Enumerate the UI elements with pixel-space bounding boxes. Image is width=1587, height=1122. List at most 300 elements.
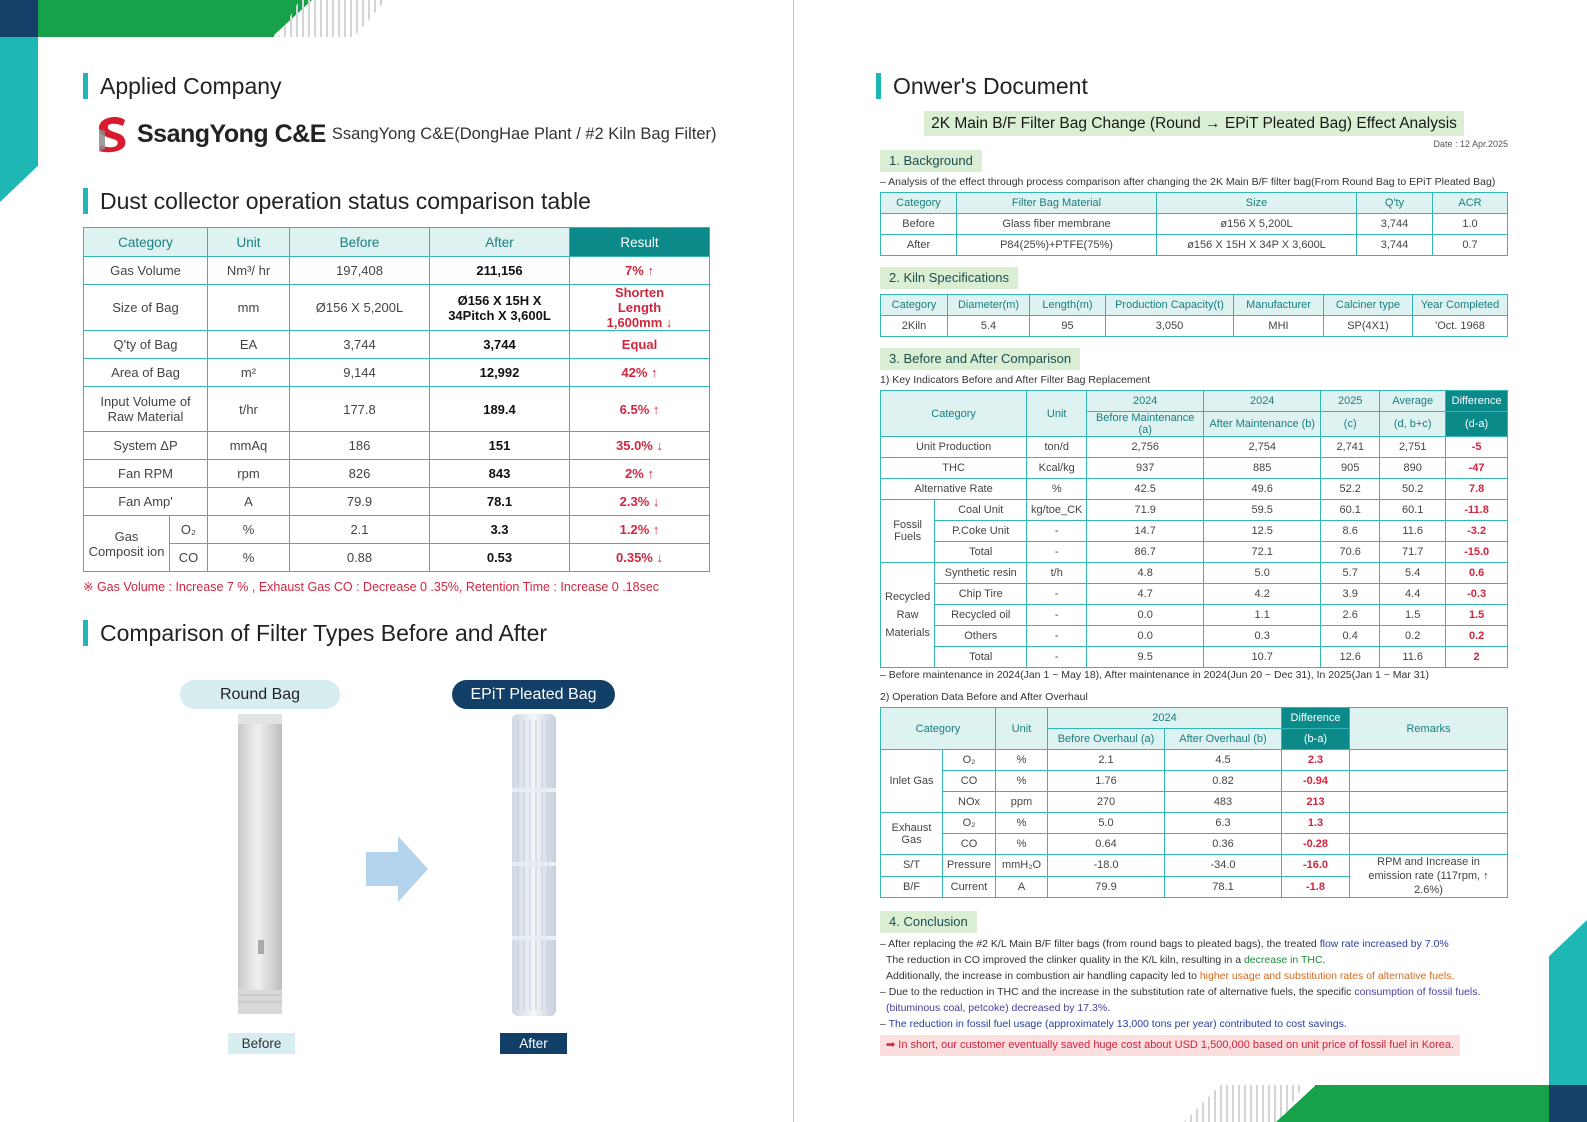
- cell-category: Size of Bag: [84, 285, 208, 331]
- cell-result: 2% ↑: [570, 460, 710, 488]
- cell: ø156 X 15H X 34P X 3,600L: [1157, 235, 1357, 256]
- section-comparison-title: 3. Before and After Comparison: [880, 348, 1080, 370]
- arrow-icon: [366, 836, 428, 902]
- right-teal-strip: [1549, 920, 1587, 1085]
- cell: 8.6: [1321, 521, 1380, 542]
- section-background-title: 1. Background: [880, 150, 982, 172]
- header-material: Filter Bag Material: [957, 193, 1157, 214]
- cell: -: [1027, 605, 1087, 626]
- cell-before: Ø156 X 5,200L: [290, 285, 430, 331]
- conclusion-highlight: higher usage and substitution rates of alternative fuels.: [1199, 970, 1455, 982]
- table-row: [84, 516, 710, 544]
- cell-unit: rpm: [208, 460, 290, 488]
- cell-after: 78.1: [430, 488, 570, 516]
- cell: 6.3: [1165, 813, 1282, 834]
- header-length: Length(m): [1030, 295, 1106, 316]
- cell: 5.0: [1204, 563, 1321, 584]
- cell-difference: -0.28: [1282, 834, 1350, 855]
- cell-unit: mmAq: [208, 432, 290, 460]
- header-after-overhaul: After Overhaul (b): [1165, 729, 1282, 750]
- table-row: [84, 544, 710, 572]
- cell: SP(4X1): [1324, 316, 1413, 337]
- cell: 4.2: [1204, 584, 1321, 605]
- header-capacity: Production Capacity(t): [1106, 295, 1234, 316]
- cell: 49.6: [1204, 479, 1321, 500]
- cell: Total: [935, 542, 1027, 563]
- company-logo: [95, 115, 717, 153]
- page-divider: [793, 0, 794, 1122]
- cell-difference: 2.3: [1282, 750, 1350, 771]
- corner-green-band: [38, 0, 274, 37]
- cell: 1.5: [1380, 605, 1446, 626]
- table-row: [84, 460, 710, 488]
- cell: 905: [1321, 458, 1380, 479]
- cell: 59.5: [1204, 500, 1321, 521]
- cell: -: [1027, 542, 1087, 563]
- owner-document-title: Onwer's Document: [876, 73, 1088, 99]
- header-category: Category: [881, 391, 1027, 437]
- cell: -: [1027, 521, 1087, 542]
- cell-before: 177.8: [290, 387, 430, 432]
- cell: Chip Tire: [935, 584, 1027, 605]
- conclusion-text-span: Additionally, the increase in combustion air handling capacity led to: [886, 970, 1200, 982]
- cell-difference: -15.0: [1446, 542, 1508, 563]
- header-qty: Q'ty: [1357, 193, 1433, 214]
- operation-data-table: [880, 707, 1508, 898]
- cell-remark: [1350, 750, 1508, 771]
- cell: 0.3: [1204, 626, 1321, 647]
- cell-exhaust-group: Exhaust Gas: [881, 813, 943, 855]
- header-size: Size: [1157, 193, 1357, 214]
- header-category: Category: [881, 708, 996, 750]
- header-unit: Unit: [996, 708, 1048, 750]
- cell-before: 0.88: [290, 544, 430, 572]
- cell: -: [1027, 647, 1087, 668]
- header-difference-label: (b-a): [1282, 729, 1350, 750]
- cell-after: 3.3: [430, 516, 570, 544]
- table-row: [881, 584, 1508, 605]
- cell: 70.6: [1321, 542, 1380, 563]
- cell: 71.9: [1087, 500, 1204, 521]
- cell-before: 826: [290, 460, 430, 488]
- cell-fossil-group: Fossil Fuels: [881, 500, 935, 563]
- table-row: [84, 257, 710, 285]
- cell: %: [996, 771, 1048, 792]
- cell-sub: CO: [170, 544, 208, 572]
- header-b-year: 2024: [1204, 391, 1321, 412]
- cell-category: Input Volume of Raw Material: [84, 387, 208, 432]
- conclusion-line: [880, 984, 1520, 1000]
- conclusion-line: [880, 968, 1520, 984]
- conclusion-text-span: –: [880, 1018, 889, 1030]
- header-difference: Difference: [1282, 708, 1350, 729]
- conclusion-text-span: – Due to the reduction in THC and the increase in the substitution rate of alternative fuels, the specific: [880, 986, 1355, 998]
- cell: 4.8: [1087, 563, 1204, 584]
- table-row: [881, 214, 1508, 235]
- ssangyong-logo-icon: [95, 115, 131, 153]
- cell-difference: -47: [1446, 458, 1508, 479]
- cell-difference: 1.5: [1446, 605, 1508, 626]
- cell-difference: 213: [1282, 792, 1350, 813]
- header-before: Before: [290, 228, 430, 257]
- cell-before: 79.9: [290, 488, 430, 516]
- cell-after: 189.4: [430, 387, 570, 432]
- company-logo-text: SsangYong C&E: [137, 119, 326, 148]
- cell: 11.6: [1380, 647, 1446, 668]
- header-c-label: (c): [1321, 412, 1380, 437]
- cell: 2,741: [1321, 437, 1380, 458]
- header-year: Year Completed: [1413, 295, 1508, 316]
- cell: S/T: [881, 855, 943, 877]
- cell-before: 186: [290, 432, 430, 460]
- cell-result: Shorten Length 1,600mm ↓: [570, 285, 710, 331]
- cell: 2.1: [1048, 750, 1165, 771]
- cell: -34.0: [1165, 855, 1282, 877]
- conclusion-text-span: The reduction in CO improved the clinker quality in the K/L kiln, resulting in a: [886, 954, 1244, 966]
- cell: Kcal/kg: [1027, 458, 1087, 479]
- cell: 60.1: [1380, 500, 1446, 521]
- background-table: [880, 192, 1508, 256]
- cell: -: [1027, 584, 1087, 605]
- table-row: [881, 750, 1508, 771]
- cell-difference: -3.2: [1446, 521, 1508, 542]
- cell-remark: [1350, 792, 1508, 813]
- cell: A: [996, 876, 1048, 898]
- table-row: [881, 834, 1508, 855]
- header-c-year: 2025: [1321, 391, 1380, 412]
- cell-unit: EA: [208, 331, 290, 359]
- header-after: After: [430, 228, 570, 257]
- left-teal-strip: [0, 37, 38, 202]
- cell: 4.4: [1380, 584, 1446, 605]
- cell: 2Kiln: [881, 316, 948, 337]
- cell: Others: [935, 626, 1027, 647]
- table-row: [84, 488, 710, 516]
- cell-remark: [1350, 813, 1508, 834]
- cell: CO: [943, 834, 996, 855]
- conclusion-line: [880, 952, 1520, 968]
- cell-result: 2.3% ↓: [570, 488, 710, 516]
- after-tag: After: [500, 1033, 567, 1054]
- cell: 12.6: [1321, 647, 1380, 668]
- cell-category: Area of Bag: [84, 359, 208, 387]
- table-row: [84, 285, 710, 331]
- cell: 937: [1087, 458, 1204, 479]
- header-unit: Unit: [1027, 391, 1087, 437]
- header-calciner: Calciner type: [1324, 295, 1413, 316]
- cell: kg/toe_CK: [1027, 500, 1087, 521]
- cell-difference: -0.94: [1282, 771, 1350, 792]
- cell-result: 0.35% ↓: [570, 544, 710, 572]
- cell: 0.2: [1380, 626, 1446, 647]
- cell-before: 2.1: [290, 516, 430, 544]
- cell: 72.1: [1204, 542, 1321, 563]
- document-date: Date : 12 Apr.2025: [1433, 139, 1508, 149]
- cell: 1.1: [1204, 605, 1321, 626]
- cell-remark: [1350, 771, 1508, 792]
- cell: O₂: [943, 813, 996, 834]
- cell: 86.7: [1087, 542, 1204, 563]
- cell-difference: 0.6: [1446, 563, 1508, 584]
- cell: 5.0: [1048, 813, 1165, 834]
- conclusion-line: [880, 936, 1520, 952]
- cell: 0.4: [1321, 626, 1380, 647]
- header-before-overhaul: Before Overhaul (a): [1048, 729, 1165, 750]
- cell: 0.7: [1433, 235, 1508, 256]
- cell: 3,744: [1357, 235, 1433, 256]
- cell: Unit Production: [881, 437, 1027, 458]
- cell-remark: RPM and Increase in emission rate (117rpm, ↑ 2.6%): [1350, 855, 1508, 898]
- conclusion-line: (bituminous coal, petcoke) decreased by 17.3%.: [886, 1002, 1111, 1014]
- filter-comparison-title: Comparison of Filter Types Before and After: [83, 620, 547, 646]
- cell-difference: -1.8: [1282, 876, 1350, 898]
- round-bag-label: Round Bag: [180, 680, 340, 709]
- table-row: [881, 458, 1508, 479]
- cell-remark: [1350, 834, 1508, 855]
- cell: 885: [1204, 458, 1321, 479]
- header-e-label: (d-a): [1446, 412, 1508, 437]
- header-remarks: Remarks: [1350, 708, 1508, 750]
- cell: %: [996, 834, 1048, 855]
- cell: 0.0: [1087, 626, 1204, 647]
- table-row: [881, 626, 1508, 647]
- cell: 78.1: [1165, 876, 1282, 898]
- cell: 2.6: [1321, 605, 1380, 626]
- cell: -18.0: [1048, 855, 1165, 877]
- cell: O₂: [943, 750, 996, 771]
- cell-after: 12,992: [430, 359, 570, 387]
- cell-result: 1.2% ↑: [570, 516, 710, 544]
- maintenance-period-note: – Before maintenance in 2024(Jan 1 ~ May 18), After maintenance in 2024(Jun 20 ~ Dec 31), In 2025(Jan 1 ~ Mar 31): [880, 669, 1429, 681]
- analysis-title: 2K Main B/F Filter Bag Change (Round → EPiT Pleated Bag) Effect Analysis: [924, 111, 1464, 136]
- section-kiln-title: 2. Kiln Specifications: [880, 267, 1018, 289]
- header-category: Category: [881, 193, 957, 214]
- cell: 0.0: [1087, 605, 1204, 626]
- round-bag-image: [235, 712, 285, 1024]
- table-row: [881, 542, 1508, 563]
- bottom-green-band: [1315, 1085, 1549, 1122]
- pleated-bag-image: [509, 712, 559, 1024]
- cell: 0.36: [1165, 834, 1282, 855]
- cell: 5.4: [948, 316, 1030, 337]
- cell: 483: [1165, 792, 1282, 813]
- cell: %: [996, 750, 1048, 771]
- cell: 3,050: [1106, 316, 1234, 337]
- table-row: [881, 647, 1508, 668]
- key-indicators-subtitle: 1) Key Indicators Before and After Filter Bag Replacement: [880, 374, 1151, 386]
- cell: 9.5: [1087, 647, 1204, 668]
- cell-recycled-group: Recycled Raw Materials: [881, 563, 935, 668]
- table-row: [881, 479, 1508, 500]
- cell: After: [881, 235, 957, 256]
- cell-after: 0.53: [430, 544, 570, 572]
- header-d-label: (d, b+c): [1380, 412, 1446, 437]
- header-manufacturer: Manufacturer: [1234, 295, 1324, 316]
- table-row: [84, 387, 710, 432]
- cell: 4.5: [1165, 750, 1282, 771]
- corner-navy-block: [0, 0, 38, 37]
- cell-category: Fan RPM: [84, 460, 208, 488]
- cell: 3.9: [1321, 584, 1380, 605]
- table-row: [84, 432, 710, 460]
- bottom-navy-block: [1549, 1085, 1587, 1122]
- cell: CO: [943, 771, 996, 792]
- table-row: [84, 359, 710, 387]
- cell: 42.5: [1087, 479, 1204, 500]
- cell-after: 151: [430, 432, 570, 460]
- cell: 2,754: [1204, 437, 1321, 458]
- cell-unit: Nm³/ hr: [208, 257, 290, 285]
- cell-result: 7% ↑: [570, 257, 710, 285]
- section-conclusion-title: 4. Conclusion: [880, 911, 977, 933]
- cell-result: 42% ↑: [570, 359, 710, 387]
- cell-gas-group: Gas Composit ion: [84, 516, 170, 572]
- cell-unit: t/hr: [208, 387, 290, 432]
- header-diameter: Diameter(m): [948, 295, 1030, 316]
- cell: 'Oct. 1968: [1413, 316, 1508, 337]
- cell: THC: [881, 458, 1027, 479]
- cell-result: Equal: [570, 331, 710, 359]
- table-row: [881, 605, 1508, 626]
- table-row: [881, 792, 1508, 813]
- cell: NOx: [943, 792, 996, 813]
- conclusion-text: [880, 936, 1520, 1032]
- cell-result: 35.0% ↓: [570, 432, 710, 460]
- cell: t/h: [1027, 563, 1087, 584]
- cell-after: 3,744: [430, 331, 570, 359]
- cell: Synthetic resin: [935, 563, 1027, 584]
- cell-difference: 2: [1446, 647, 1508, 668]
- cell: 2,751: [1380, 437, 1446, 458]
- operation-data-subtitle: 2) Operation Data Before and After Overhaul: [880, 691, 1088, 703]
- before-tag: Before: [228, 1033, 295, 1054]
- kiln-table: [880, 294, 1508, 337]
- cell-before: 197,408: [290, 257, 430, 285]
- cell-category: System ΔP: [84, 432, 208, 460]
- table-row: [881, 855, 1508, 877]
- header-d-average: Average: [1380, 391, 1446, 412]
- cell-category: Fan Amp': [84, 488, 208, 516]
- cell-difference: -0.3: [1446, 584, 1508, 605]
- table-row: [881, 500, 1508, 521]
- cell-difference: -11.8: [1446, 500, 1508, 521]
- cell: 0.82: [1165, 771, 1282, 792]
- table-row: [881, 813, 1508, 834]
- cell-unit: A: [208, 488, 290, 516]
- cell: 1.0: [1433, 214, 1508, 235]
- cell: 270: [1048, 792, 1165, 813]
- cell-category: Q'ty of Bag: [84, 331, 208, 359]
- cell: 5.4: [1380, 563, 1446, 584]
- cell: %: [996, 813, 1048, 834]
- cell-difference: 7.8: [1446, 479, 1508, 500]
- cell: Alternative Rate: [881, 479, 1027, 500]
- cell: Glass fiber membrane: [957, 214, 1157, 235]
- cell: MHI: [1234, 316, 1324, 337]
- cell: 2,756: [1087, 437, 1204, 458]
- cell: Pressure: [943, 855, 996, 877]
- cell-result: 6.5% ↑: [570, 387, 710, 432]
- cell-before: 3,744: [290, 331, 430, 359]
- cell: ø156 X 5,200L: [1157, 214, 1357, 235]
- cell-unit: %: [208, 516, 290, 544]
- cell: ton/d: [1027, 437, 1087, 458]
- cell: 3,744: [1357, 214, 1433, 235]
- cell: Before: [881, 214, 957, 235]
- cell-after: 843: [430, 460, 570, 488]
- header-a-label: Before Maintenance (a): [1087, 412, 1204, 437]
- cell: 5.7: [1321, 563, 1380, 584]
- table-row: [881, 771, 1508, 792]
- cell: ppm: [996, 792, 1048, 813]
- table-row: [881, 235, 1508, 256]
- cell: 50.2: [1380, 479, 1446, 500]
- key-indicators-table: [880, 390, 1508, 668]
- cell: 95: [1030, 316, 1106, 337]
- cell: 11.6: [1380, 521, 1446, 542]
- header-acr: ACR: [1433, 193, 1508, 214]
- company-description: SsangYong C&E(DongHae Plant / #2 Kiln Bag Filter): [331, 124, 717, 143]
- conclusion-highlight: consumption of fossil fuels.: [1354, 986, 1481, 998]
- cell: P84(25%)+PTFE(75%): [957, 235, 1157, 256]
- cell-before: 9,144: [290, 359, 430, 387]
- cell: P.Coke Unit: [935, 521, 1027, 542]
- cell: 890: [1380, 458, 1446, 479]
- cell: 10.7: [1204, 647, 1321, 668]
- cell-difference: 1.3: [1282, 813, 1350, 834]
- table-row: [881, 316, 1508, 337]
- header-year: 2024: [1048, 708, 1282, 729]
- conclusion-line: [880, 1016, 1520, 1032]
- cell: 60.1: [1321, 500, 1380, 521]
- table-row: [881, 521, 1508, 542]
- cell-difference: -16.0: [1282, 855, 1350, 877]
- cell: 52.2: [1321, 479, 1380, 500]
- conclusion-highlight: flow rate increased by 7.0%: [1319, 938, 1449, 950]
- cell-inlet-group: Inlet Gas: [881, 750, 943, 813]
- cell: 1.76: [1048, 771, 1165, 792]
- conclusion-text-span: – After replacing the #2 K/L Main B/F filter bags (from round bags to pleated bags), the treated: [880, 938, 1320, 950]
- cell: Current: [943, 876, 996, 898]
- dust-note: ※ Gas Volume : Increase 7 % , Exhaust Gas CO : Decrease 0 .35%, Retention Time : Increase 0 .18sec: [83, 580, 660, 594]
- epit-bag-label: EPiT Pleated Bag: [452, 680, 615, 709]
- header-result: Result: [570, 228, 710, 257]
- cell-after: 211,156: [430, 257, 570, 285]
- conclusion-highlight: The reduction in fossil fuel usage (approximately 13,000 tons per year) contributed to cost savings.: [888, 1018, 1347, 1030]
- table-row: [881, 563, 1508, 584]
- header-a-year: 2024: [1087, 391, 1204, 412]
- background-note: – Analysis of the effect through process comparison after changing the 2K Main B/F filter bag(From Round Bag to EPiT Pleated Bag): [880, 176, 1496, 188]
- cell: 14.7: [1087, 521, 1204, 542]
- cell-unit: mm: [208, 285, 290, 331]
- cell-unit: m²: [208, 359, 290, 387]
- header-e-difference: Difference: [1446, 391, 1508, 412]
- header-unit: Unit: [208, 228, 290, 257]
- table-row: [84, 331, 710, 359]
- cell-category: Gas Volume: [84, 257, 208, 285]
- cell: Recycled oil: [935, 605, 1027, 626]
- dust-collector-table: [83, 227, 710, 572]
- header-b-label: After Maintenance (b): [1204, 412, 1321, 437]
- cell: Total: [935, 647, 1027, 668]
- cell: 71.7: [1380, 542, 1446, 563]
- header-category: Category: [84, 228, 208, 257]
- header-category: Category: [881, 295, 948, 316]
- cell: %: [1027, 479, 1087, 500]
- applied-company-title: Applied Company: [83, 73, 282, 99]
- dust-collector-title: Dust collector operation status comparison table: [83, 188, 591, 214]
- cell: 79.9: [1048, 876, 1165, 898]
